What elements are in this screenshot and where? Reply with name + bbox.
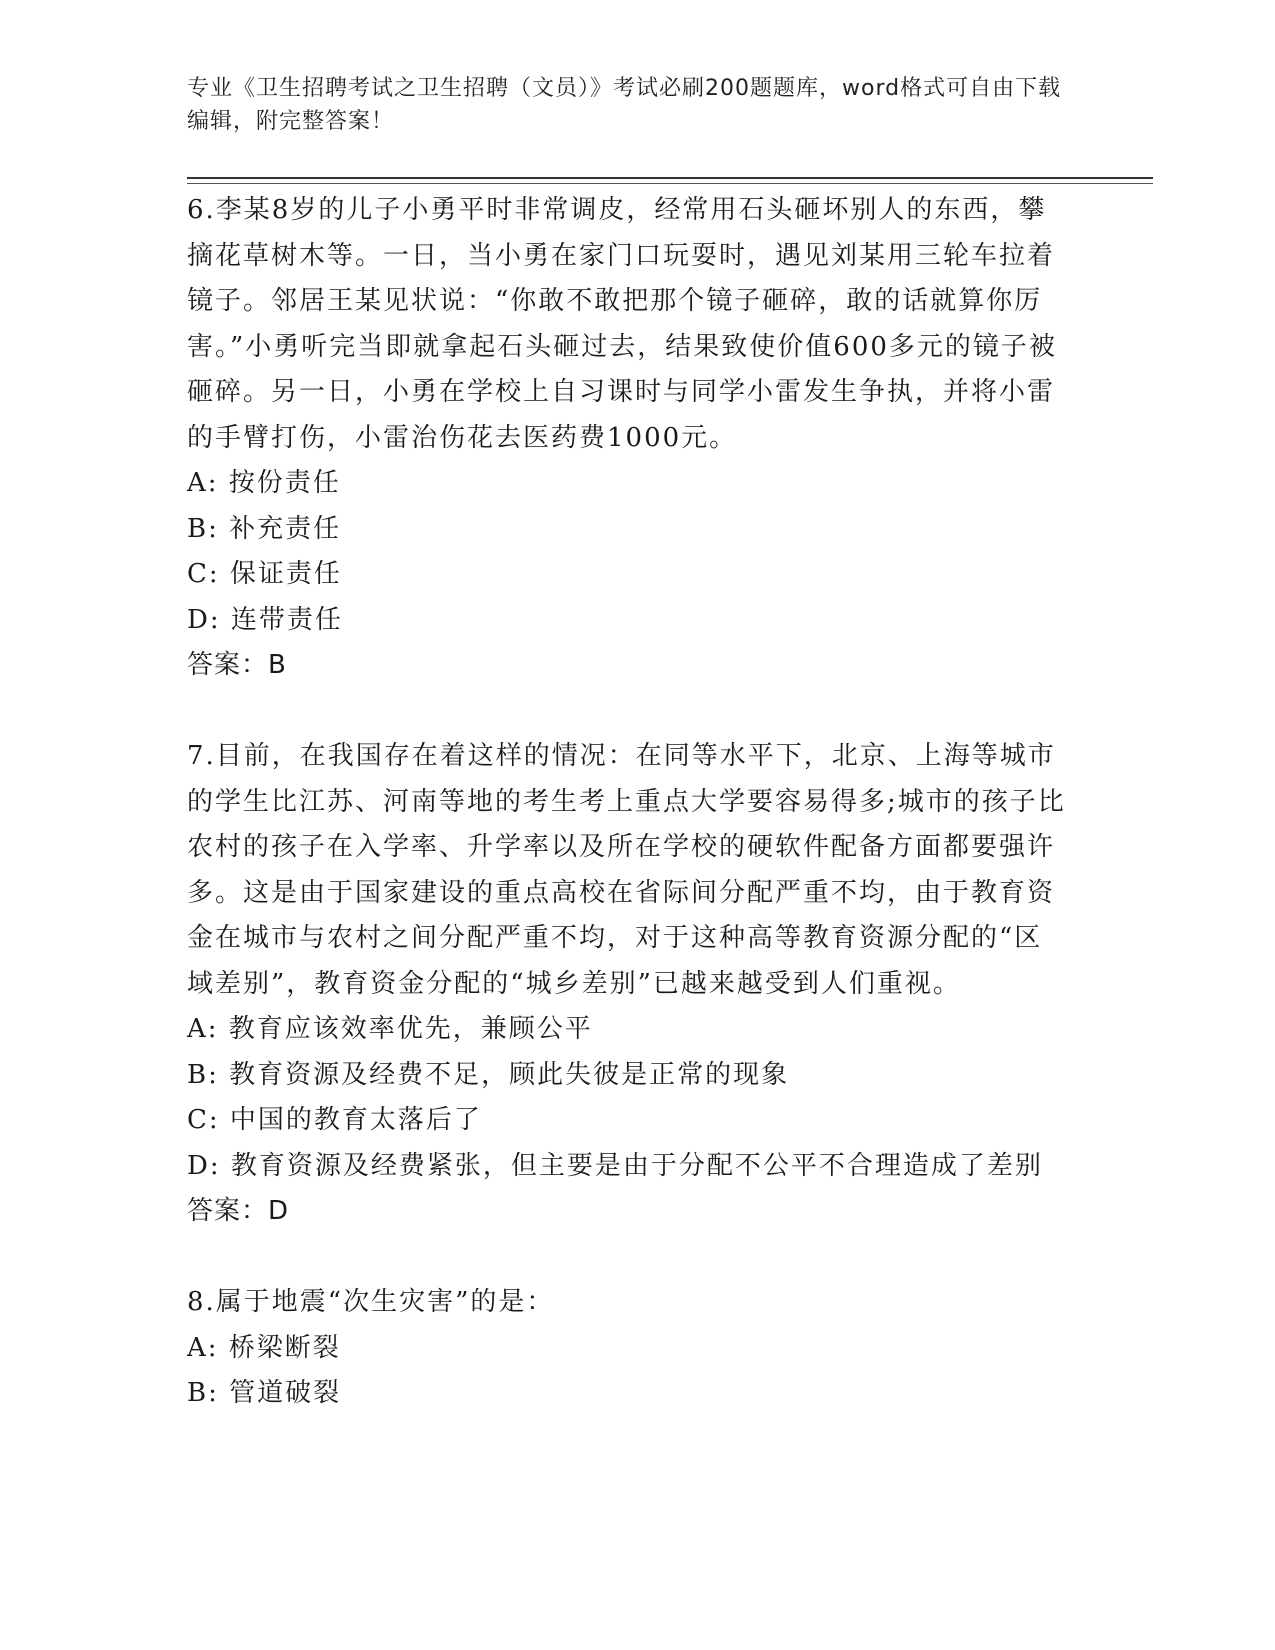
question-text: 8.属于地震“次生灾害”的是： [187, 1287, 555, 1317]
header-divider-thick [187, 177, 1153, 179]
question-text: 6.李某8岁的儿子小勇平时非常调皮，经常用石头砸坏别人的东西，攀摘花草树木等。一日，当小勇在家门口玩耍时，遇见刘某用三轮车拉着镜子。邻居王某见状说：“你敢不敢把那个镜子砸碎，敢的话就算你厉害。”小勇听完当即就拿起石头砸过去，结果致使价值600多元的镜子被砸碎。另一日，小勇在学校上自习课时与同学小雷发生争执，并将小雷的手臂打伤，小雷治伤花去医药费1000元。 [187, 195, 1057, 453]
option-b: B: 教育资源及经费不足，顾此失彼是正常的现象 [187, 1059, 790, 1090]
question-spacer [187, 1235, 1067, 1281]
question-spacer [187, 689, 1067, 735]
question-6 [187, 188, 1067, 689]
question-list [187, 188, 1067, 1417]
option-d: D: 连带责任 [187, 604, 343, 635]
option-a: A: 按份责任 [187, 468, 341, 498]
page-header: 专业《卫生招聘考试之卫生招聘（文员）》考试必刷200题题库，word格式可自由下载编辑，附完整答案！ [187, 76, 1062, 134]
question-8 [187, 1280, 1067, 1417]
option-d: D: 教育资源及经费紧张，但主要是由于分配不公平不合理造成了差别 [187, 1150, 1043, 1181]
header-divider-thin [187, 183, 1153, 184]
answer: 答案：B [187, 650, 287, 680]
option-a: A: 桥梁断裂 [187, 1332, 341, 1363]
option-c: C: 保证责任 [187, 559, 342, 589]
option-b: B: 管道破裂 [187, 1378, 342, 1408]
option-a: A: 教育应该效率优先，兼顾公平 [187, 1014, 593, 1044]
option-c: C: 中国的教育太落后了 [187, 1105, 482, 1135]
answer: 答案：D [187, 1196, 290, 1226]
option-b: B: 补充责任 [187, 513, 342, 544]
question-text: 7.目前，在我国存在着这样的情况：在同等水平下，北京、上海等城市的学生比江苏、河南等地的考生考上重点大学要容易得多;城市的孩子比农村的孩子在入学率、升学率以及所在学校的硬软件配备方面都要强许多。这是由于国家建设的重点高校在省际间分配严重不均，由于教育资金在城市与农村之间分配严重不均，对于这种高等教育资源分配的“区域差别”，教育资金分配的“城乡差别”已越来越受到人们重视。 [187, 741, 1066, 999]
question-7 [187, 734, 1067, 1235]
